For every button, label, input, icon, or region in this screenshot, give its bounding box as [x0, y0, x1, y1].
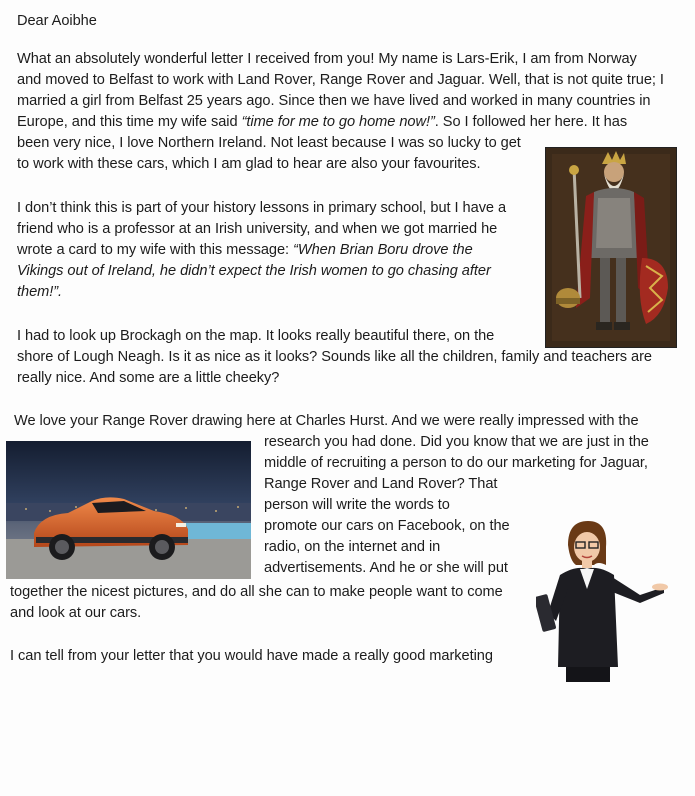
letter-line: I can tell from your letter that you would have made a really good marketing [10, 648, 493, 664]
quote-text: “When Brian Boru drove the [293, 242, 473, 258]
letter-line: married a girl from Belfast 25 years ago. Since then we have lived and worked in many countries in [17, 93, 651, 109]
letter-line: to work with these cars, which I am glad to hear are also your favourites. [17, 156, 481, 172]
letter-line: I had to look up Brockagh on the map. It looks really beautiful there, on the [17, 328, 495, 344]
letter-line: research you had done. Did you know that we are just in the [264, 434, 649, 450]
letter-line [17, 240, 473, 261]
letter-line: radio, on the internet and in [264, 539, 441, 555]
letter-line: What an absolutely wonderful letter I received from you! My name is Lars-Erik, I am from Norway [17, 51, 637, 67]
text-run: Europe, and this time my wife said [17, 114, 242, 130]
businesswoman-image [536, 517, 668, 682]
presenter-icon [536, 517, 668, 682]
quote-text: them!”. [17, 284, 63, 300]
letter-line: I don’t think this is part of your history lessons in primary school, but I have a [17, 200, 507, 216]
letter-line: and look at our cars. [10, 605, 142, 621]
quote-text: “time for me to go home now!” [241, 114, 435, 130]
letter-line: been very nice, I love Northern Ireland. Not least because I was so lucky to get [17, 135, 521, 151]
text-run: wrote a card to my wife with this message: [17, 242, 294, 258]
letter-line: We love your Range Rover drawing here at Charles Hurst. And we were really impressed with the [14, 413, 639, 429]
letter-line [17, 282, 62, 303]
letter-line: shore of Lough Neagh. Is it as nice as it looks? Sounds like all the children, family and teachers are [17, 349, 652, 365]
letter-line: promote our cars on Facebook, on the [264, 518, 510, 534]
letter-line [17, 112, 627, 133]
letter-line: person will write the words to [264, 497, 450, 513]
letter-line: advertisements. And he or she will put [264, 560, 508, 576]
range-rover-photo [6, 441, 251, 579]
letter-line: Range Rover and Land Rover? That [264, 476, 498, 492]
text-run: . So I followed her here. It has [434, 114, 628, 130]
king-figure-icon [546, 148, 676, 347]
letter-line [17, 261, 491, 282]
letter-line: really nice. And some are a little cheeky? [17, 370, 280, 386]
letter-line: and moved to Belfast to work with Land Rover, Range Rover and Jaguar. Well, that is not quite true; I [17, 72, 664, 88]
king-portrait-image [545, 147, 677, 348]
greeting: Dear Aoibhe [17, 13, 97, 29]
letter-line: friend who is a professor at an Irish university, and when we got married he [17, 221, 498, 237]
letter-line: middle of recruiting a person to do our marketing for Jaguar, [264, 455, 648, 471]
quote-text: Vikings out of Ireland, he didn’t expect the Irish women to go chasing after [17, 263, 491, 279]
letter-line: together the nicest pictures, and do all she can to make people want to come [10, 584, 503, 600]
car-icon [6, 441, 251, 579]
